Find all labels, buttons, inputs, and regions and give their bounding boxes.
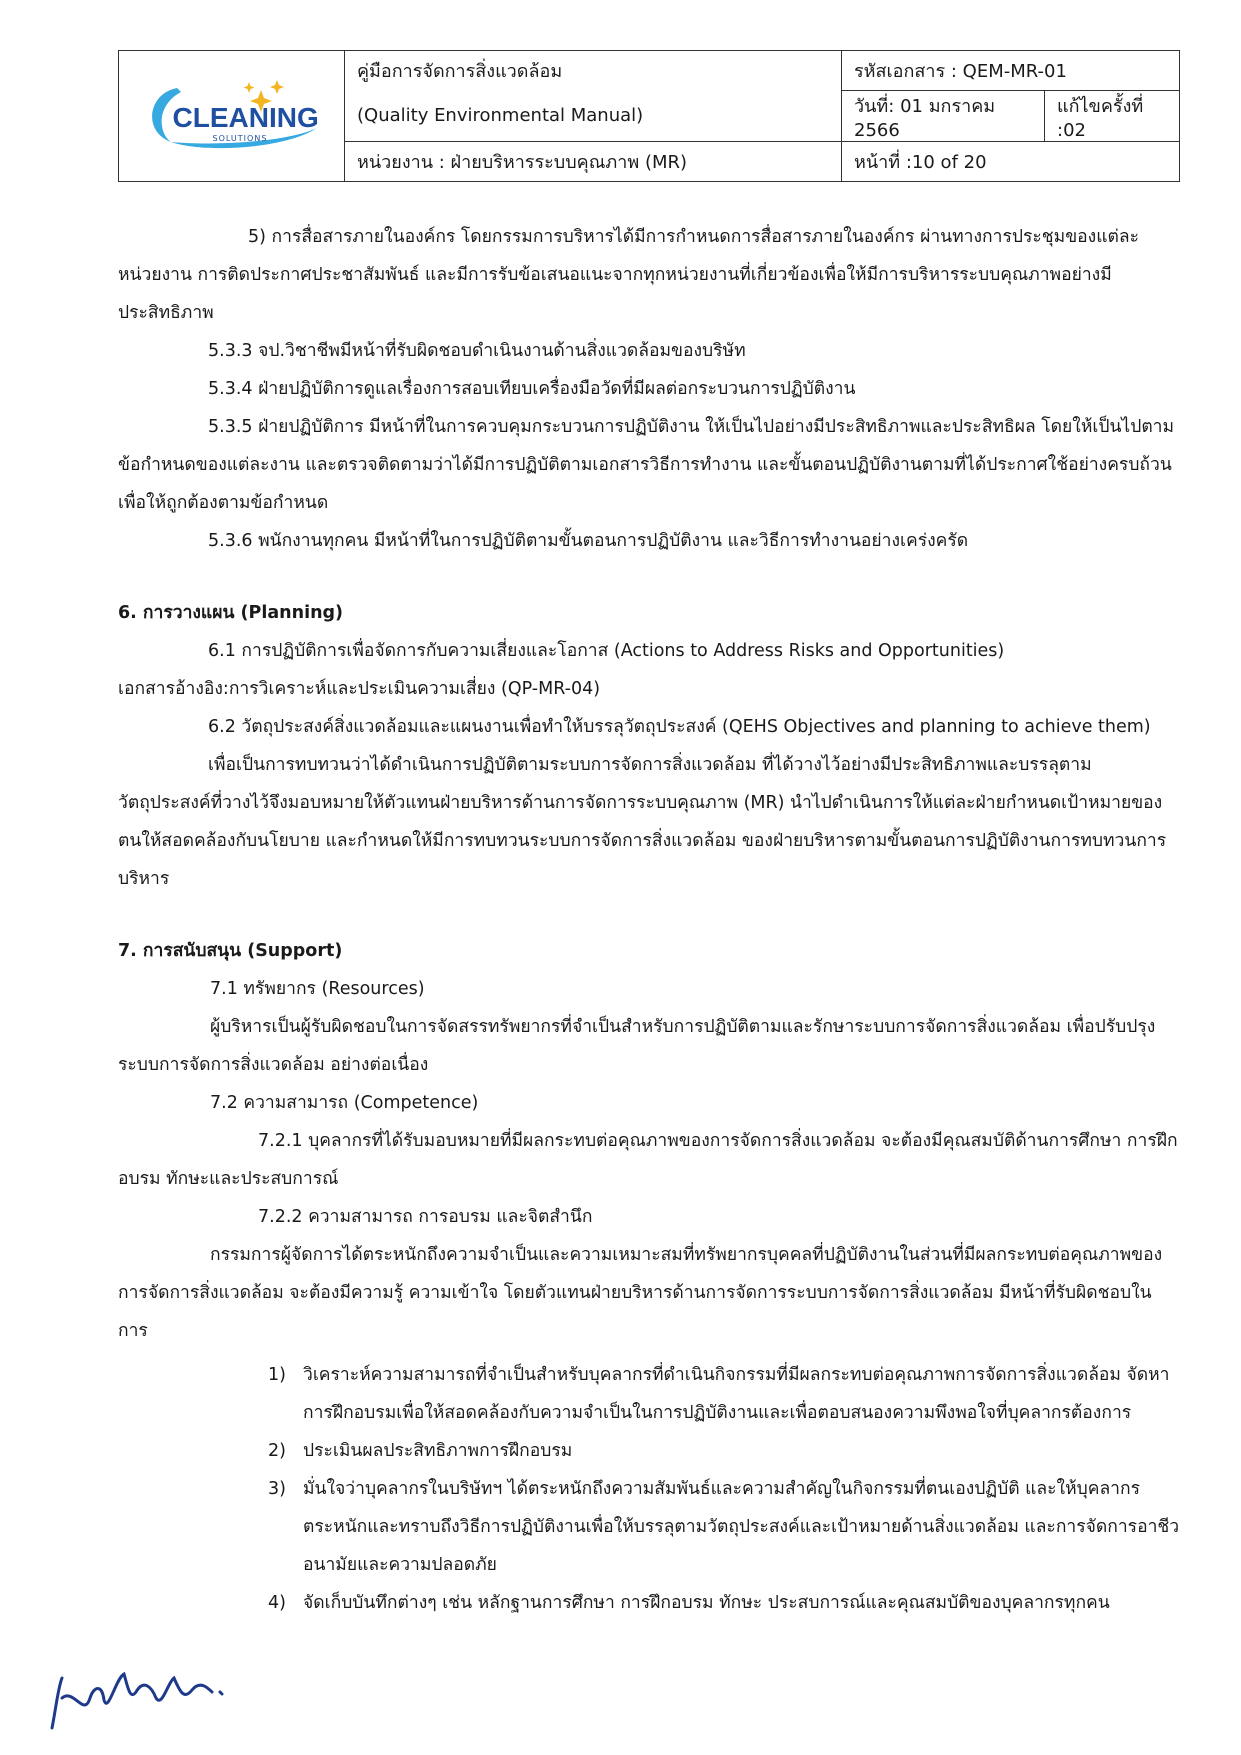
spacer: [118, 898, 1180, 932]
logo-text: CLEANING: [172, 102, 319, 133]
paragraph-6-2: เพื่อเป็นการทบทวนว่าได้ดำเนินการปฏิบัติตามระบบการจัดการสิ่งแวดล้อม ที่ได้วางไว้อย่างมีประสิทธิภาพและบรรลุตามวัตถุประสงค์ที่วางไว้จึงมอบหมายให้ตัวแทนฝ่ายบริหารด้านการจัดการระบบคุณภาพ (MR) นำไปดำเนินการให้แต่ละฝ่ายกำหนดเป้าหมายของตนให้สอดคล้องกับนโยบาย และกำหนดให้มีการทบทวนระบบการจัดการสิ่งแวดล้อม ของฝ่ายบริหารตามขั้นตอนการปฏิบัติงานการทบทวนการบริหาร: [118, 755, 1167, 889]
document-header-table: [118, 50, 1180, 182]
responsibility-list: [118, 1356, 1180, 1622]
list-item: [118, 1356, 1180, 1432]
page-number: หน้าที่ :10 of 20: [842, 142, 1180, 182]
list-text: จัดเก็บบันทึกต่างๆ เช่น หลักฐานการศึกษา การฝึกอบรม ทักษะ ประสบการณ์และคุณสมบัติของบุคลากรทุกคน: [303, 1593, 1110, 1613]
section-7-2-1: 7.2.1 บุคลากรที่ได้รับมอบหมายที่มีผลกระทบต่อคุณภาพของการจัดการสิ่งแวดล้อม จะต้องมีคุณสมบัติด้านการศึกษา การฝึกอบรม ทักษะและประสบการณ์: [118, 1131, 1178, 1189]
section-5-3-3: 5.3.3 จป.วิชาชีพมีหน้าที่รับผิดชอบดำเนินงานด้านสิ่งแวดล้อมของบริษัท: [208, 341, 746, 361]
heading-6: 6. การวางแผน (Planning): [118, 603, 344, 623]
reference-6-1: เอกสารอ้างอิง:การวิเคราะห์และประเมินความเสี่ยง (QP-MR-04): [118, 679, 601, 699]
logo-cell: [119, 51, 345, 182]
issue-date: วันที่: 01 มกราคม 2566: [842, 91, 1045, 142]
section-7-2-2: 7.2.2 ความสามารถ การอบรม และจิตสำนึก: [258, 1207, 593, 1227]
spacer: [118, 560, 1180, 594]
department: หน่วยงาน : ฝ่ายบริหารระบบคุณภาพ (MR): [345, 142, 842, 182]
manual-title-th: คู่มือการจัดการสิ่งแวดล้อม: [345, 51, 842, 91]
list-text: ประเมินผลประสิทธิภาพการฝึกอบรม: [303, 1441, 573, 1461]
revision-number: แก้ไขครั้งที่ :02: [1045, 91, 1180, 142]
section-5-3-6: 5.3.6 พนักงานทุกคน มีหน้าที่ในการปฏิบัติตามขั้นตอนการปฏิบัติงาน และวิธีการทำงานอย่างเคร่งครัด: [208, 531, 969, 551]
list-item: [118, 1470, 1180, 1584]
list-number: 3): [268, 1479, 286, 1499]
list-text: วิเคราะห์ความสามารถที่จำเป็นสำหรับบุคลากรที่ดำเนินกิจกรรมที่มีผลกระทบต่อคุณภาพการจัดการสิ่งแวดล้อม จัดหาการฝึกอบรมเพื่อให้สอดคล้องกับความจำเป็นในการปฏิบัติงานและเพื่อตอบสนองความพึงพอใจที่บุคลากรต้องการ: [303, 1365, 1170, 1423]
manual-title-en: (Quality Environmental Manual): [345, 91, 842, 142]
section-7-2: 7.2 ความสามารถ (Competence): [210, 1093, 479, 1113]
company-logo: [137, 76, 327, 156]
section-5-3-5: 5.3.5 ฝ่ายปฏิบัติการ มีหน้าที่ในการควบคุมกระบวนการปฏิบัติงาน ให้เป็นไปอย่างมีประสิทธิภาพและประสิทธิผล โดยให้เป็นไปตามข้อกำหนดของแต่ละงาน และตรวจติดตามว่าได้มีการปฏิบัติตามเอกสารวิธีการทำงาน และขั้นตอนปฏิบัติงานตามที่ได้ประกาศใช้อย่างครบถ้วน เพื่อให้ถูกต้องตามข้อกำหนด: [118, 417, 1175, 513]
list-number: 4): [268, 1593, 286, 1613]
paragraph-7-2-2: กรรมการผู้จัดการได้ตระหนักถึงความจำเป็นและความเหมาะสมที่ทรัพยากรบุคคลที่ปฏิบัติงานในส่วนที่มีผลกระทบต่อคุณภาพของการจัดการสิ่งแวดล้อม จะต้องมีความรู้ ความเข้าใจ โดยตัวแทนฝ่ายบริหารด้านการจัดการระบบการจัดการสิ่งแวดล้อม มีหน้าที่รับผิดชอบในการ: [118, 1245, 1163, 1341]
section-6-1: 6.1 การปฏิบัติการเพื่อจัดการกับความเสี่ยงและโอกาส (Actions to Address Risks and Opportunities): [208, 641, 1005, 661]
list-item: [118, 1432, 1180, 1470]
logo-subtext: SOLUTIONS: [212, 134, 268, 143]
list-text: มั่นใจว่าบุคลากรในบริษัทฯ ได้ตระหนักถึงความสัมพันธ์และความสำคัญในกิจกรรมที่ตนเองปฏิบัติ และให้บุคลากรตระหนักและทราบถึงวิธีการปฏิบัติงานเพื่อให้บรรลุตามวัตถุประสงค์และเป้าหมายด้านสิ่งแวดล้อม และการจัดการอาชีวอนามัยและความปลอดภัย: [303, 1479, 1180, 1575]
list-item: [118, 1584, 1180, 1622]
list-number: 1): [268, 1365, 286, 1385]
paragraph-7-1: ผู้บริหารเป็นผู้รับผิดชอบในการจัดสรรทรัพยากรที่จำเป็นสำหรับการปฏิบัติตามและรักษาระบบการจัดการสิ่งแวดล้อม เพื่อปรับปรุงระบบการจัดการสิ่งแวดล้อม อย่างต่อเนื่อง: [118, 1017, 1156, 1075]
paragraph-5: 5) การสื่อสารภายในองค์กร โดยกรรมการบริหารได้มีการกำหนดการสื่อสารภายในองค์กร ผ่านทางการประชุมของแต่ละหน่วยงาน การติดประกาศประชาสัมพันธ์ และมีการรับข้อเสนอแนะจากทุกหน่วยงานที่เกี่ยวข้องเพื่อให้มีการบริหารระบบคุณภาพอย่างมีประสิทธิภาพ: [118, 227, 1139, 323]
section-5-3-4: 5.3.4 ฝ่ายปฏิบัติการดูแลเรื่องการสอบเทียบเครื่องมือวัดที่มีผลต่อกระบวนการปฏิบัติงาน: [208, 379, 856, 399]
section-6-2: 6.2 วัตถุประสงค์สิ่งแวดล้อมและแผนงานเพื่อทำให้บรรลุวัตถุประสงค์ (QEHS Objectives and planning to achieve them): [208, 717, 1151, 737]
list-number: 2): [268, 1441, 286, 1461]
section-7-1: 7.1 ทรัพยากร (Resources): [210, 979, 425, 999]
heading-7: 7. การสนับสนุน (Support): [118, 941, 343, 961]
doc-code: รหัสเอกสาร : QEM-MR-01: [842, 51, 1180, 91]
document-body: [118, 218, 1180, 1622]
signature-icon: [44, 1648, 244, 1738]
